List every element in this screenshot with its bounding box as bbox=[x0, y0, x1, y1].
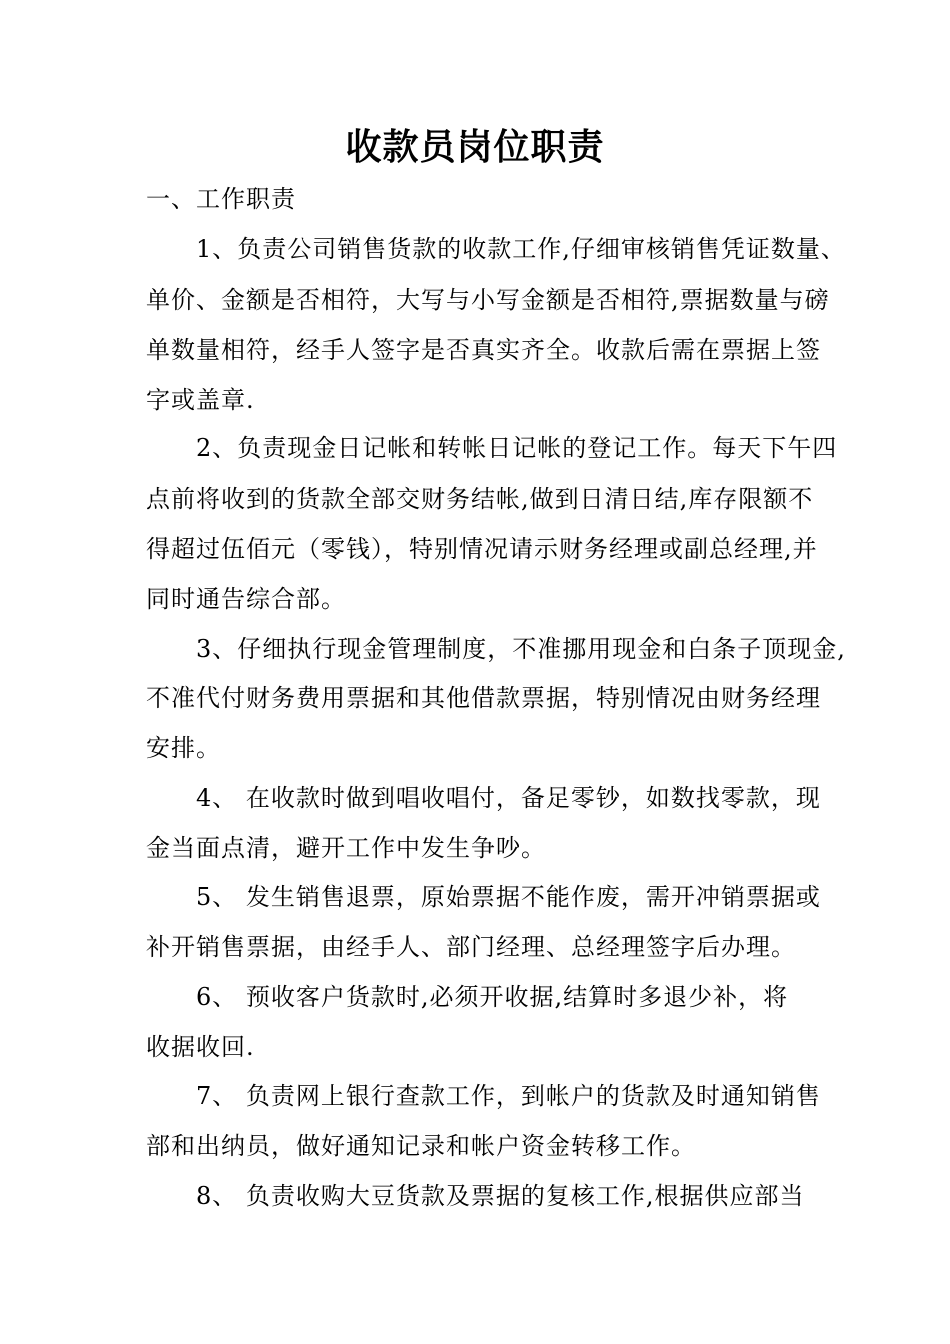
duty-1-line-3: 单数量相符，经手人签字是否真实齐全。收款后需在票据上签 bbox=[146, 336, 821, 364]
duty-5-line-2: 补开销售票据，由经手人、部门经理、总经理签字后办理。 bbox=[146, 933, 796, 961]
duty-4-line-1: 4、 在收款时做到唱收唱付，备足零钞，如数找零款，现 bbox=[196, 784, 821, 812]
duty-1-line-1: 1、负责公司销售货款的收款工作,仔细审核销售凭证数量、 bbox=[196, 235, 846, 263]
document-title: 收款员岗位职责 bbox=[345, 127, 605, 168]
duty-3-line-2: 不准代付财务费用票据和其他借款票据，特别情况由财务经理 bbox=[146, 684, 821, 712]
duty-2-line-2: 点前将收到的货款全部交财务结帐,做到日清日结,库存限额不 bbox=[146, 485, 814, 513]
duty-4-line-2: 金当面点清，避开工作中发生争吵。 bbox=[146, 834, 546, 862]
duty-2-line-1: 2、负责现金日记帐和转帐日记帐的登记工作。每天下午四 bbox=[196, 434, 838, 462]
duty-6-line-1: 6、 预收客户货款时,必须开收据,结算时多退少补，将 bbox=[196, 983, 789, 1011]
section-heading: 一、工作职责 bbox=[146, 185, 296, 213]
duty-7-line-2: 部和出纳员，做好通知记录和帐户资金转移工作。 bbox=[146, 1132, 696, 1160]
duty-2-line-4: 同时通告综合部。 bbox=[146, 585, 346, 613]
duty-5-line-1: 5、 发生销售退票，原始票据不能作废，需开冲销票据或 bbox=[196, 883, 821, 911]
duty-3-line-3: 安排。 bbox=[146, 734, 221, 762]
duty-1-line-2: 单价、金额是否相符，大写与小写金额是否相符,票据数量与磅 bbox=[146, 286, 830, 314]
duty-3-line-1: 3、仔细执行现金管理制度，不准挪用现金和白条子顶现金, bbox=[196, 635, 846, 663]
duty-8-line-1: 8、 负责收购大豆货款及票据的复核工作,根据供应部当 bbox=[196, 1182, 805, 1210]
duty-7-line-1: 7、 负责网上银行查款工作，到帐户的货款及时通知销售 bbox=[196, 1082, 821, 1110]
duty-2-line-3: 得超过伍佰元（零钱），特别情况请示财务经理或副总经理,并 bbox=[146, 535, 818, 563]
duty-1-line-4: 字或盖章. bbox=[146, 386, 255, 414]
duty-6-line-2: 收据收回. bbox=[146, 1033, 255, 1061]
